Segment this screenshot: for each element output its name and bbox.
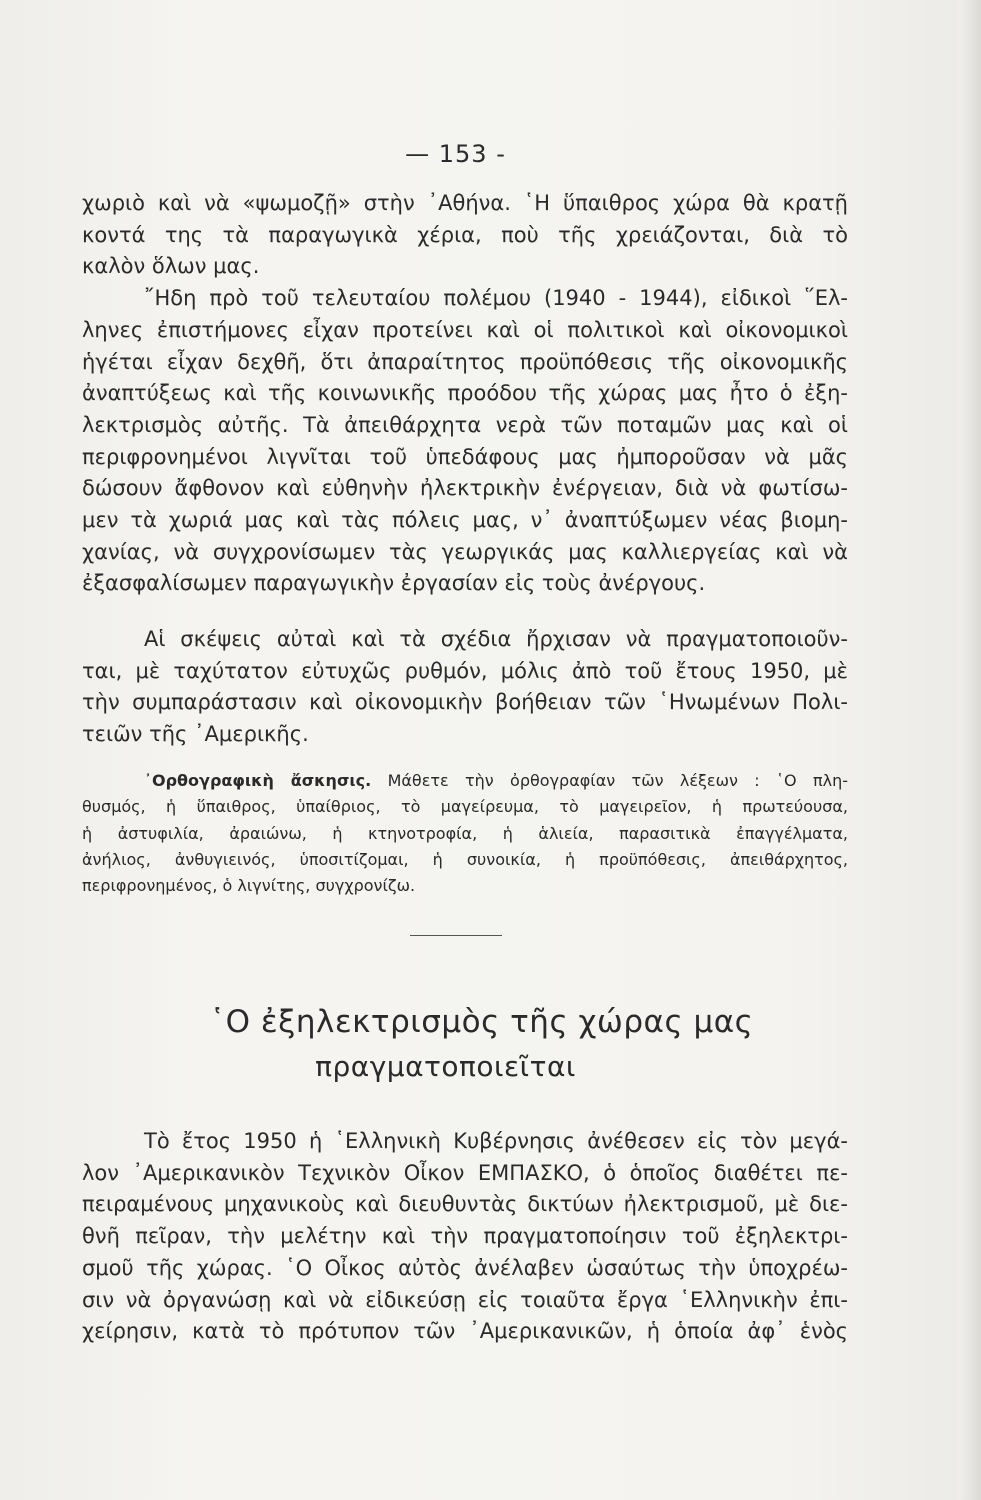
exercise-instruction: Μάθετε τὴν ὀρθογραφίαν τῶν λέξεων : ῾Ο πλη- bbox=[387, 771, 848, 790]
text-line: χωριὸ καὶ νὰ «ψωμοζῇ» στὴν ᾿Αθήνα. ῾Η ὕπαιθρος χώρα θὰ κρατῇ bbox=[82, 191, 848, 215]
text-line: ῎Ηδη πρὸ τοῦ τελευταίου πολέμου (1940 - 1944), εἰδικοὶ ῞Ελ- bbox=[144, 286, 848, 311]
text-line: τειῶν τῆς ᾿Αμερικῆς. bbox=[82, 722, 309, 747]
text-line: δώσουν ἄφθονον καὶ εὐθηνὴν ἠλεκτρικὴν ἐνέργειαν, διὰ νὰ φωτίσω- bbox=[82, 476, 848, 501]
text-line: ται, μὲ ταχύτατον εὐτυχῶς ρυθμόν, μόλις ἀπὸ τοῦ ἔτους 1950, μὲ bbox=[82, 658, 848, 683]
paragraph-plans bbox=[82, 624, 848, 751]
text-line: πειραμένους μηχανικοὺς καὶ διευθυντὰς δικτύων ἠλεκτρισμοῦ, μὲ διε- bbox=[82, 1192, 848, 1217]
exercise-first-line bbox=[82, 768, 848, 794]
exercise-line: ἀνήλιος, ἀνθυγιεινός, ὑποσιτίζομαι, ἡ συνοικία, ἡ προϋπόθεσις, ἀπειθάρχητος, bbox=[82, 849, 848, 869]
exercise-line: θυσμός, ἡ ὕπαιθρος, ὑπαίθριος, τὸ μαγείρευμα, τὸ μαγειρεῖον, ἡ πρωτεύουσα, bbox=[82, 797, 848, 817]
text-line: Αἱ σκέψεις αὐταὶ καὶ τὰ σχέδια ἤρχισαν νὰ πραγματοποιοῦν- bbox=[144, 627, 848, 651]
text-line: χείρησιν, κατὰ τὸ πρότυπον τῶν ᾿Αμερικανικῶν, ἡ ὁποία ἀφ᾿ ἑνὸς bbox=[82, 1319, 848, 1344]
text-line: Τὸ ἔτος 1950 ἡ ῾Ελληνικὴ Κυβέρνησις ἀνέθεσεν εἰς τὸν μεγά- bbox=[144, 1129, 848, 1153]
spelling-exercise bbox=[82, 768, 848, 899]
text-line: καλὸν ὅλων μας. bbox=[82, 254, 260, 279]
text-line: λεκτρισμὸς αὐτῆς. Τὰ ἀπειθάρχητα νερὰ τῶν ποταμῶν μας καὶ οἱ bbox=[82, 412, 848, 437]
text-line: θνῆ πεῖραν, τὴν μελέτην καὶ τὴν πραγματοποίησιν τοῦ ἐξηλεκτρι- bbox=[82, 1224, 848, 1249]
paragraph-empasko bbox=[82, 1126, 848, 1348]
text-line: ἐξασφαλίσωμεν παραγωγικὴν ἐργασίαν εἰς τοὺς ἀνέργους. bbox=[82, 571, 706, 596]
text-line: λον ᾿Αμερικανικὸν Τεχνικὸν Οἶκον ΕΜΠΑΣΚΟ, ὁ ὁποῖος διαθέτει πε- bbox=[82, 1160, 848, 1185]
page-number: — 153 - bbox=[405, 140, 506, 168]
text-line: ἡγέται εἶχαν δεχθῆ, ὅτι ἀπαραίτητος προϋπόθεσις τῆς οἰκονομικῆς bbox=[82, 349, 848, 374]
section-divider bbox=[410, 935, 502, 936]
text-line: σμοῦ τῆς χώρας. ῾Ο Οἶκος αὐτὸς ἀνέλαβεν ὡσαύτως τὴν ὑποχρέω- bbox=[82, 1255, 848, 1280]
exercise-line: ἡ ἀστυφιλία, ἀραιώνω, ἡ κτηνοτροφία, ἡ ἁλιεία, παρασιτικὰ ἐπαγγέλματα, bbox=[82, 823, 848, 843]
text-line: σιν νὰ ὀργανώσῃ καὶ νὰ εἰδικεύσῃ εἰς τοιαῦτα ἔργα ῾Ελληνικὴν ἐπι- bbox=[82, 1287, 848, 1312]
text-line: κοντά της τὰ παραγωγικὰ χέρια, ποὺ τῆς χρειάζονται, διὰ τὸ bbox=[82, 222, 848, 247]
exercise-label: ᾿Ορθογραφικὴ ἄσκησις. bbox=[144, 771, 372, 790]
text-line: χανίας, νὰ συγχρονίσωμεν τὰς γεωργικάς μας καλλιεργείας καὶ νὰ bbox=[82, 539, 848, 564]
text-line: ἀναπτύξεως καὶ τῆς κοινωνικῆς προόδου τῆς χώρας μας ἦτο ὁ ἐξη- bbox=[82, 381, 848, 406]
text-line: περιφρονημένοι λιγνῖται τοῦ ὑπεδάφους μας ἠμποροῦσαν νὰ μᾶς bbox=[82, 444, 848, 469]
section-title: ῾Ο ἐξηλεκτρισμὸς τῆς χώρας μας bbox=[209, 1004, 754, 1040]
text-line: τὴν συμπαράστασιν καὶ οἰκονομικὴν βοήθειαν τῶν ῾Ηνωμένων Πολι- bbox=[82, 690, 848, 715]
paragraph-intro bbox=[82, 188, 848, 600]
section-title-continued: πραγματοποιεῖται bbox=[315, 1050, 576, 1083]
page-edge bbox=[959, 0, 981, 1500]
exercise-line: περιφρονημένος, ὁ λιγνίτης, συγχρονίζω. bbox=[82, 876, 416, 896]
text-line: μεν τὰ χωριά μας καὶ τὰς πόλεις μας, ν᾿ ἀναπτύξωμεν νέας βιομη- bbox=[82, 508, 848, 533]
text-line: ληνες ἐπιστήμονες εἶχαν προτείνει καὶ οἱ πολιτικοὶ καὶ οἰκονομικοὶ bbox=[82, 317, 848, 342]
